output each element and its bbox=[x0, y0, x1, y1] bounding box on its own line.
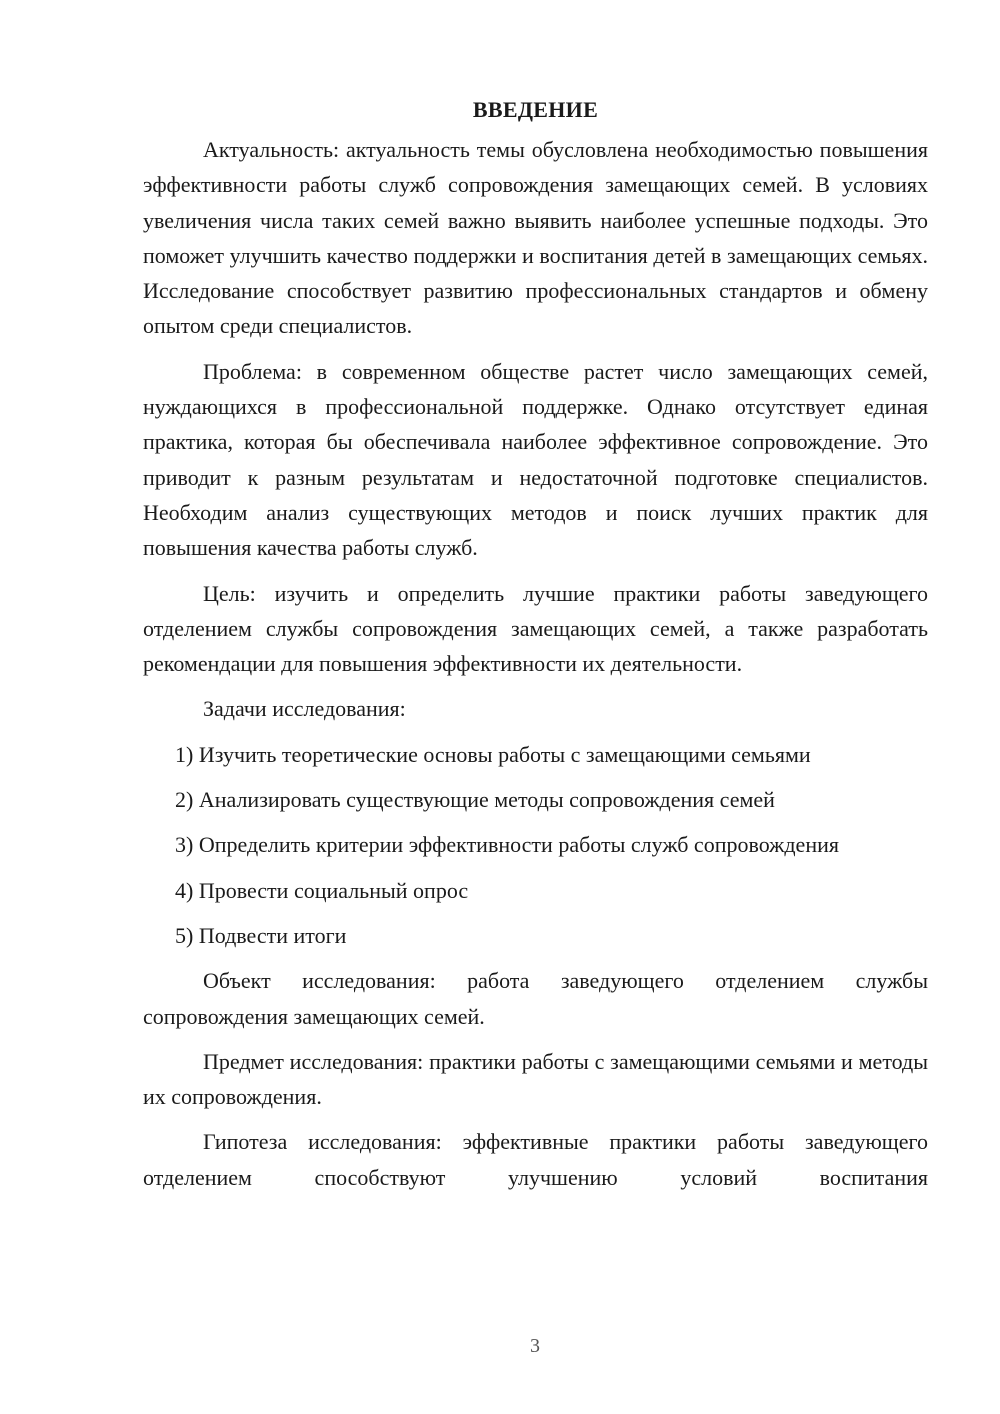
paragraph-hypothesis: Гипотеза исследования: эффективные практики работы заведующего отделением способствуют улучшению условий воспитания bbox=[143, 1129, 928, 1190]
document-page bbox=[143, 92, 928, 1195]
paragraph-object: Объект исследования: работа заведующего отделением службы сопровождения замещающих семей. bbox=[143, 968, 928, 1029]
list-item: 2) Анализировать существующие методы сопровождения семей bbox=[175, 787, 775, 813]
page-number: 3 bbox=[530, 1335, 540, 1357]
paragraph-problem: Проблема: в современном обществе растет число замещающих семей, нуждающихся в профессиональной поддержке. Однако отсутствует единая практика, которая бы обеспечивала наиболее эффективное сопровождение. Это приводит к разным результатам и недостаточной подготовке специалистов. Необходим анализ существующих методов и поиск лучших практик для повышения качества работы служб. bbox=[143, 358, 928, 561]
tasks-list bbox=[143, 737, 928, 953]
list-item: 5) Подвести итоги bbox=[175, 922, 347, 948]
paragraph-subject: Предмет исследования: практики работы с замещающими семьями и методы их сопровождения. bbox=[143, 1048, 928, 1110]
paragraph-goal: Цель: изучить и определить лучшие практики работы заведующего отделением службы сопровождения замещающих семей, а также разработать рекомендации для повышения эффективности их деятельности. bbox=[143, 580, 928, 677]
list-item: 3) Определить критерии эффективности работы служб сопровождения bbox=[175, 832, 839, 858]
tasks-title: Задачи исследования: bbox=[203, 696, 406, 722]
paragraph-relevance: Актуальность: актуальность темы обусловлена необходимостью повышения эффективности работы служб сопровождения замещающих семей. В условиях увеличения числа таких семей важно выявить наиболее успешные подходы. Это поможет улучшить качество поддержки и воспитания детей в замещающих семьях. Исследование способствует развитию профессиональных стандартов и обмену опытом среди специалистов. bbox=[143, 137, 928, 339]
list-item: 4) Провести социальный опрос bbox=[175, 877, 469, 903]
list-item: 1) Изучить теоретические основы работы с замещающими семьями bbox=[175, 741, 811, 767]
section-heading: ВВЕДЕНИЕ bbox=[472, 97, 599, 122]
